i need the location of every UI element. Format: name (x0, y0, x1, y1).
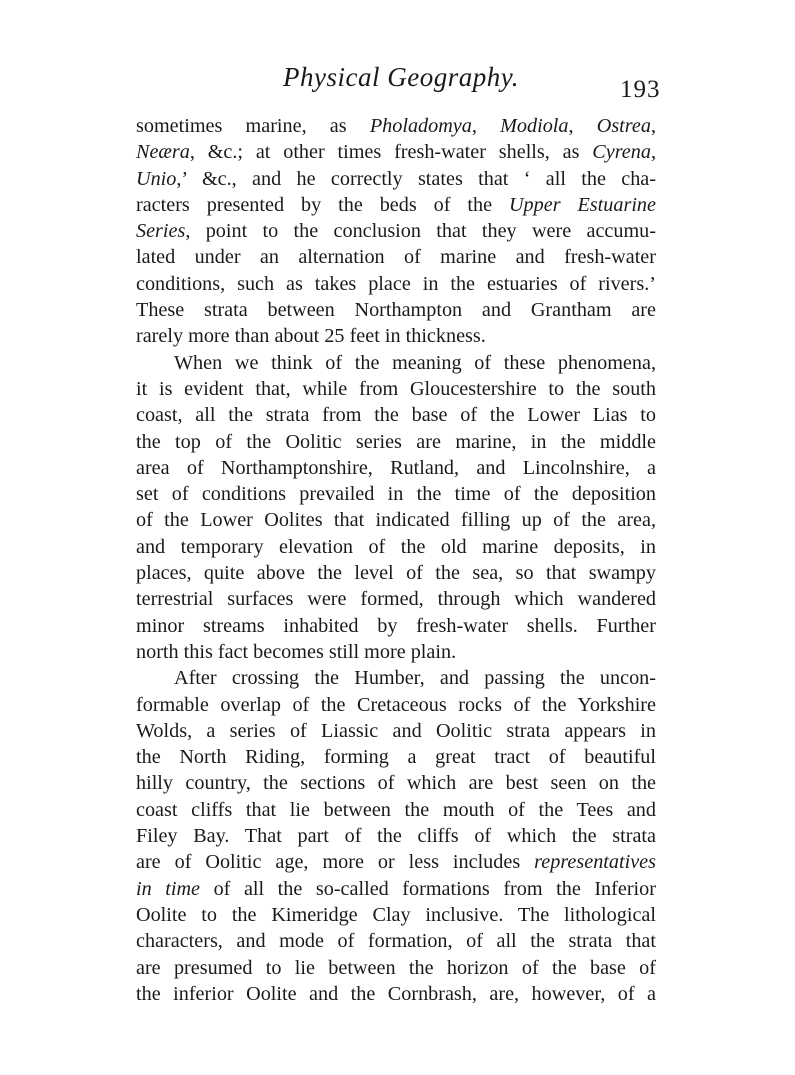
text-line (136, 271, 656, 297)
italic-term: Series (136, 220, 186, 243)
text-line (136, 770, 656, 796)
italic-term: Upper Estuarine (508, 193, 656, 216)
text-line (136, 692, 656, 718)
text-run: lated under an alternation of marine and fresh-water (136, 246, 656, 269)
text-line (136, 166, 656, 192)
text-run: and temporary elevation of the old marine deposits, in (136, 535, 656, 558)
text-line (136, 823, 656, 849)
text-line (136, 402, 656, 428)
italic-term: representatives (534, 851, 656, 874)
text-line (136, 876, 656, 902)
paragraph (136, 113, 656, 350)
text-run: rarely more than about 25 feet in thickness. (136, 325, 486, 348)
text-run: of all the so-called formations from the Inferior (200, 877, 656, 900)
running-head (0, 62, 795, 102)
italic-term: Ostrea (596, 115, 651, 137)
text-line (136, 113, 656, 139)
text-run: , point to the conclusion that they were accumu- (185, 220, 656, 243)
text-run: hilly country, the sections of which are best seen on the (136, 772, 656, 795)
running-title: Physical Geography. (283, 62, 519, 92)
text-line (136, 350, 656, 376)
text-line (136, 981, 656, 1007)
text-line (136, 665, 656, 691)
italic-term: Modiola (500, 115, 569, 137)
text-run: conditions, such as takes place in the estuaries of rivers.’ (136, 272, 656, 295)
italic-term: Pholadomya (369, 115, 472, 137)
text-line (136, 507, 656, 533)
italic-term: Unio (136, 167, 177, 190)
text-line (136, 218, 656, 244)
italic-term: Cyrena (592, 141, 651, 164)
text-line (136, 139, 656, 165)
text-run: sometimes marine, as (136, 115, 370, 137)
text-line (136, 902, 656, 928)
text-line (136, 429, 656, 455)
text-line (136, 928, 656, 954)
text-line (136, 323, 656, 349)
text-run: , (650, 141, 656, 164)
text-run: , (650, 115, 657, 137)
text-run: area of Northamptonshire, Rutland, and Lincolnshire, a (136, 456, 656, 479)
text-run: , &c.; at other times fresh-water shells, as (189, 141, 593, 164)
text-line (136, 455, 656, 481)
text-run: terrestrial surfaces were formed, through which wandered (136, 588, 656, 611)
text-line (136, 534, 656, 560)
text-line (136, 613, 656, 639)
text-run: it is evident that, while from Gloucestershire to the south (136, 377, 656, 400)
text-line (136, 586, 656, 612)
text-run: These strata between Northampton and Grantham are (136, 299, 656, 322)
text-run: racters presented by the beds of the (136, 193, 509, 216)
text-run: When we think of the meaning of these phenomena, (174, 351, 656, 374)
text-run: are of Oolitic age, more or less includes (136, 851, 535, 874)
text-run: minor streams inhabited by fresh-water shells. Further (136, 614, 656, 637)
body-text (136, 113, 656, 1007)
text-run: north this fact becomes still more plain. (136, 640, 457, 663)
text-line (136, 955, 656, 981)
text-run: After crossing the Humber, and passing the uncon- (174, 667, 656, 690)
text-run: coast, all the strata from the base of the Lower Lias to (136, 404, 656, 427)
paragraph (136, 350, 656, 666)
text-line (136, 192, 656, 218)
text-line (136, 481, 656, 507)
text-line (136, 376, 656, 402)
text-run: are presumed to lie between the horizon of the base of (136, 956, 656, 979)
text-run: formable overlap of the Cretaceous rocks of the Yorkshire (136, 693, 656, 716)
text-line (136, 849, 656, 875)
italic-term: Neæra (136, 141, 190, 164)
page-number: 193 (620, 76, 661, 103)
text-run: ,’ &c., and he correctly states that ‘ all the cha- (176, 167, 656, 190)
text-run: the inferior Oolite and the Cornbrash, are, however, of a (136, 982, 656, 1005)
text-line (136, 718, 656, 744)
text-line (136, 297, 656, 323)
text-run: Oolite to the Kimeridge Clay inclusive. The lithological (136, 903, 656, 926)
paragraph (136, 665, 656, 1007)
text-line (136, 244, 656, 270)
text-run: the North Riding, forming a great tract of beautiful (136, 746, 656, 769)
text-line (136, 797, 656, 823)
text-run: , (471, 115, 501, 137)
text-run: coast cliffs that lie between the mouth of the Tees and (136, 798, 656, 821)
text-run: , (568, 115, 597, 137)
text-run: characters, and mode of formation, of all the strata that (136, 930, 656, 953)
text-run: places, quite above the level of the sea, so that swampy (136, 562, 656, 585)
text-run: of the Lower Oolites that indicated filling up of the area, (136, 509, 656, 532)
text-run: set of conditions prevailed in the time of the deposition (136, 483, 656, 506)
text-run: Wolds, a series of Liassic and Oolitic strata appears in (136, 719, 656, 742)
text-run: Filey Bay. That part of the cliffs of which the strata (136, 825, 656, 848)
text-line (136, 744, 656, 770)
text-line (136, 639, 656, 665)
italic-term: in time (136, 877, 201, 900)
text-line (136, 560, 656, 586)
text-run: the top of the Oolitic series are marine, in the middle (136, 430, 656, 453)
